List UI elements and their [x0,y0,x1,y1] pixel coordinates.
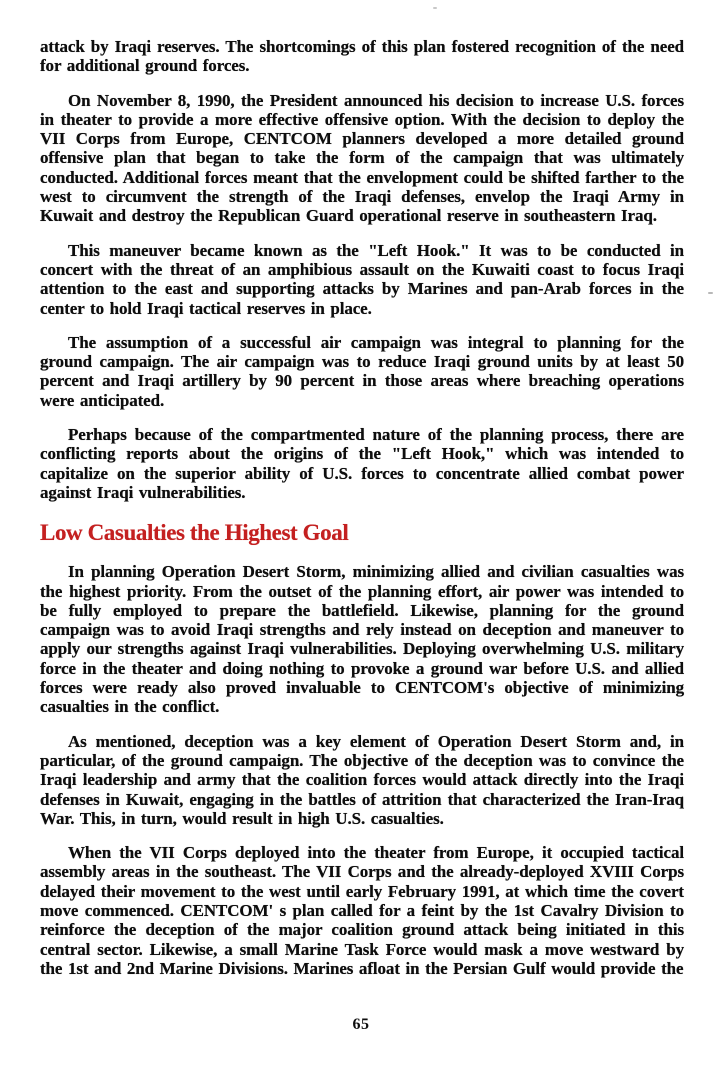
scan-speck [433,7,437,9]
body-paragraph: On November 8, 1990, the President announced his decision to increase U.S. forces in theater to provide a more effective offensive option. With the decision to deploy the VII Corps from Europe, CENTCOM planners developed a more detailed ground offensive plan that began to take the form of the campaign that was ultimately conducted. Additional forces meant that the envelopment could be shifted farther to the west to circumvent the strength of the Iraqi defenses, envelop the Iraqi Army in Kuwait and destroy the Republican Guard operational reserve in southeastern Iraq. [40,90,684,226]
text-block [40,37,684,993]
body-paragraph: The assumption of a successful air campaign was integral to planning for the ground campaign. The air campaign was to reduce Iraqi ground units by at least 50 percent and Iraqi artillery by 90 percent in those areas where breaching operations were anticipated. [40,332,684,410]
body-paragraph: As mentioned, deception was a key element of Operation Desert Storm and, in particular, of the ground campaign. The objective of the deception was to convince the Iraqi leadership and army that the coalition forces would attack directly into the Iraqi defenses in Kuwait, engaging in the battles of attrition that characterized the Iran-Iraq War. This, in turn, would result in high U.S. casualties. [40,731,684,828]
body-paragraph: This maneuver became known as the "Left Hook." It was to be conducted in concert with the threat of an amphibious assault on the Kuwaiti coast to focus Iraqi attention to the east and supporting attacks by Marines and pan-Arab forces in the center to hold Iraqi tactical reserves in place. [40,240,684,318]
body-paragraph: Perhaps because of the compartmented nature of the planning process, there are conflicting reports about the origins of the "Left Hook," which was intended to capitalize on the superior ability of U.S. forces to concentrate allied combat power against Iraqi vulnerabilities. [40,425,684,502]
scan-speck [708,292,713,294]
section-heading: Low Casualties the Highest Goal [40,520,349,546]
body-paragraph: In planning Operation Desert Storm, minimizing allied and civilian casualties was the highest priority. From the outset of the planning effort, air power was intended to be fully employed to prepare the battlefield. Likewise, planning for the ground campaign was to avoid Iraqi strengths and rely instead on deception and maneuver to apply our strengths against Iraqi vulnerabilities. Deploying overwhelming U.S. military force in the theater and doing nothing to provoke a ground war before U.S. and allied forces were ready also proved invaluable to CENTCOM's objective of minimizing casualties in the conflict. [40,562,684,717]
body-paragraph: attack by Iraqi reserves. The shortcomings of this plan fostered recognition of the need for additional ground forces. [40,37,684,76]
page-number: 65 [352,1016,370,1033]
body-paragraph: When the VII Corps deployed into the theater from Europe, it occupied tactical assembly areas in the southeast. The VII Corps and the already-deployed XVIII Corps delayed their movement to the west until early February 1991, at which time the covert move commenced. CENTCOM' s plan called for a feint by the 1st Cavalry Division to reinforce the deception of the major coalition ground attack being initiated in this central sector. Likewise, a small Marine Task Force would mask a move westward by the 1st and 2nd Marine Divisions. Marines afloat in the Persian Gulf would provide the [40,843,684,978]
